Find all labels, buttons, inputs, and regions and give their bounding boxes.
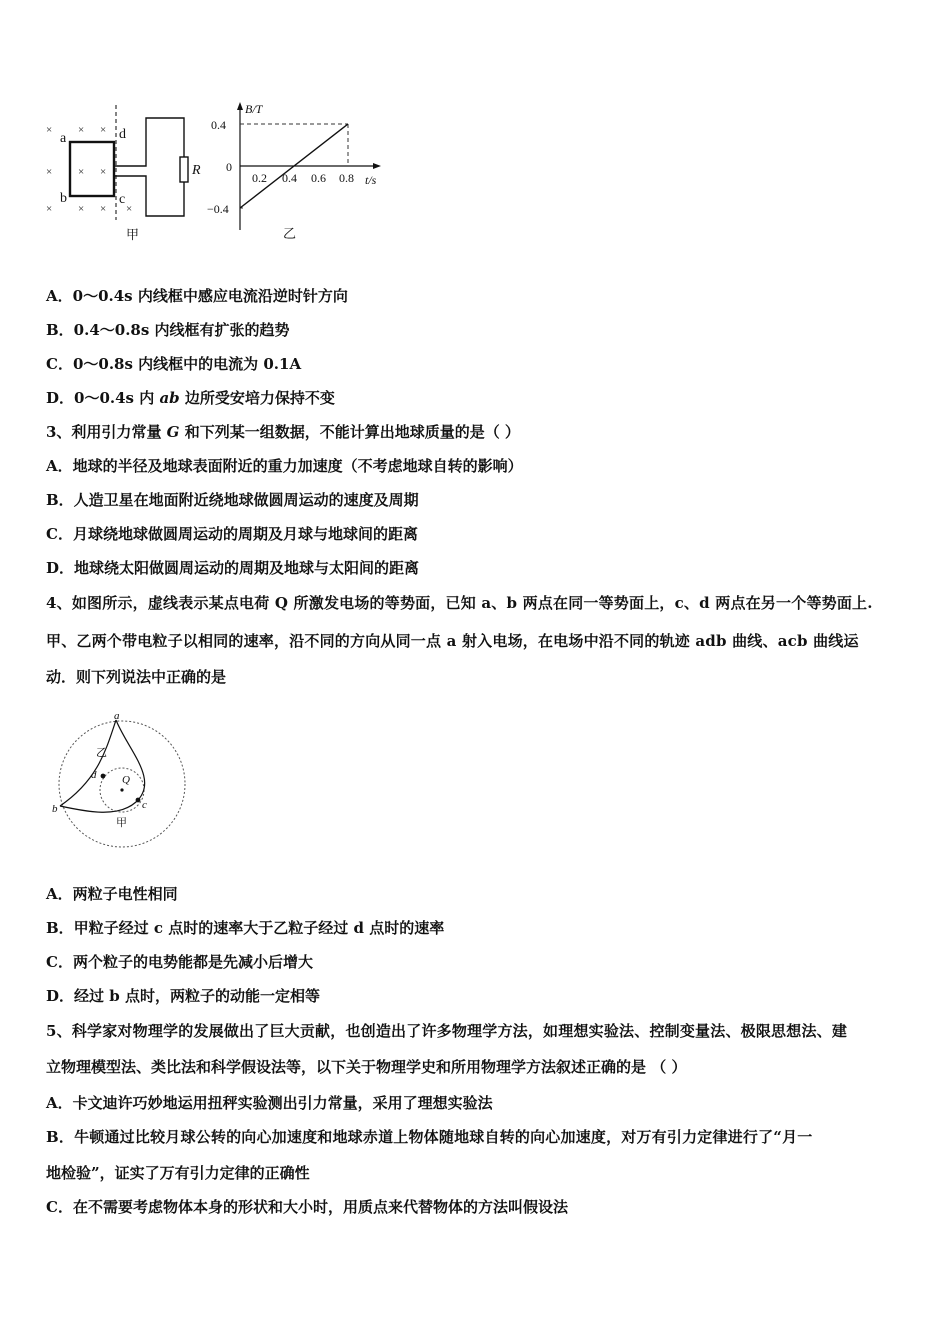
- q4-option-b: B．甲粒子经过 c 点时的速率大于乙粒子经过 d 点时的速率: [46, 919, 445, 937]
- bt-graph: [205, 100, 390, 245]
- q2-option-d-pre: D．0～0.4s 内: [46, 389, 160, 407]
- field-cross: ×: [78, 203, 85, 215]
- q5-option-c: C．在不需要考虑物体本身的形状和大小时，用质点来代替物体的方法叫假设法: [46, 1198, 568, 1216]
- label-jia: 甲: [116, 817, 127, 829]
- label-b: b: [60, 191, 67, 206]
- field-cross: ×: [78, 124, 85, 136]
- x-tick: 0.6: [311, 171, 326, 185]
- circuit-figure: [40, 100, 210, 245]
- y-axis-label: B/T: [245, 102, 263, 116]
- label-c: c: [142, 799, 147, 811]
- q4-stem-line1: 4、如图所示，虚线表示某点电荷 Q 所激发电场的等势面，已知 a、b 两点在同一等势面上，c、d 两点在另一个等势面上.: [46, 594, 873, 612]
- point-d: [101, 774, 106, 779]
- q2-option-d-post: 边所受安培力保持不变: [179, 389, 335, 407]
- q4-stem-line2: 甲、乙两个带电粒子以相同的速率，沿不同的方向从同一点 a 射入电场，在电场中沿不同的轨迹 adb 曲线、acb 曲线运: [46, 632, 859, 650]
- equipotential-figure: [48, 710, 193, 850]
- q2-option-c: C．0～0.8s 内线框中的电流为 0.1A: [46, 355, 302, 373]
- q3-stem-pre: 3、利用引力常量: [46, 423, 167, 441]
- q4-stem-line3: 动．则下列说法中正确的是: [46, 668, 227, 686]
- q3-option-a: A．地球的半径及地球表面附近的重力加速度（不考虑地球自转的影响）: [46, 457, 523, 475]
- q2-option-d-ab: ab: [159, 389, 180, 407]
- field-cross: ×: [100, 203, 107, 215]
- y-tick-top: 0.4: [211, 118, 226, 132]
- x-axis-label: t/s: [365, 173, 377, 187]
- q5-stem-line2: 立物理模型法、类比法和科学假设法等，以下关于物理学史和所用物理学方法叙述正确的是 （ ）: [46, 1058, 687, 1076]
- q5-stem-line1: 5、科学家对物理学的发展做出了巨大贡献，也创造出了许多物理学方法，如理想实验法、控制变量法、极限思想法、建: [46, 1022, 848, 1040]
- x-tick: 0.2: [252, 171, 267, 185]
- q2-option-b: B．0.4～0.8s 内线框有扩张的趋势: [46, 321, 290, 339]
- caption-jia: 甲: [126, 227, 140, 242]
- trajectory-adb: [60, 720, 116, 806]
- field-cross: ×: [126, 203, 133, 215]
- y-tick-origin: 0: [226, 160, 232, 174]
- label-yi: 乙: [96, 747, 107, 759]
- label-d: d: [91, 769, 97, 781]
- y-axis-arrow: [237, 102, 243, 110]
- q3-option-d: D．地球绕太阳做圆周运动的周期及地球与太阳间的距离: [46, 559, 420, 577]
- label-a: a: [114, 710, 120, 722]
- label-b: b: [52, 803, 58, 815]
- q3-option-c: C．月球绕地球做圆周运动的周期及月球与地球间的距离: [46, 525, 418, 543]
- label-R: R: [192, 163, 201, 178]
- field-cross: ×: [100, 166, 107, 178]
- label-d: d: [119, 127, 126, 142]
- q2-option-d: [46, 388, 335, 408]
- field-cross: ×: [46, 124, 53, 136]
- label-a: a: [60, 131, 67, 146]
- q5-option-b-line2: 地检验”，证实了万有引力定律的正确性: [46, 1164, 310, 1182]
- field-cross: ×: [78, 166, 85, 178]
- q2-option-a: A．0～0.4s 内线框中感应电流沿逆时针方向: [46, 287, 348, 305]
- q4-option-d: D．经过 b 点时，两粒子的动能一定相等: [46, 987, 320, 1005]
- q3-stem: [46, 422, 520, 442]
- q3-stem-post: 和下列某一组数据，不能计算出地球质量的是（ ）: [179, 423, 520, 441]
- field-cross: ×: [46, 166, 53, 178]
- point-q: [120, 788, 123, 791]
- q3-stem-g: G: [166, 423, 180, 441]
- field-cross: ×: [46, 203, 53, 215]
- y-tick-bottom: −0.4: [207, 202, 229, 216]
- caption-yi: 乙: [283, 226, 297, 241]
- q4-option-c: C．两个粒子的电势能都是先减小后增大: [46, 953, 313, 971]
- trajectory-acb: [60, 720, 145, 812]
- x-tick: 0.8: [339, 171, 354, 185]
- point-c: [136, 798, 141, 803]
- q5-option-b-line1: B．牛顿通过比较月球公转的向心加速度和地球赤道上物体随地球自转的向心加速度，对万有引力定律进行了“月一: [46, 1128, 813, 1146]
- q4-option-a: A．两粒子电性相同: [46, 885, 178, 903]
- q5-option-a: A．卡文迪许巧妙地运用扭秤实验测出引力常量，采用了理想实验法: [46, 1094, 493, 1112]
- label-q: Q: [122, 774, 130, 786]
- x-axis-arrow: [373, 163, 381, 169]
- field-cross: ×: [100, 124, 107, 136]
- label-c: c: [119, 192, 126, 207]
- q3-option-b: B．人造卫星在地面附近绕地球做圆周运动的速度及周期: [46, 491, 419, 509]
- x-tick: 0.4: [282, 171, 297, 185]
- wire-frame: [70, 142, 114, 196]
- resistor: [180, 157, 188, 182]
